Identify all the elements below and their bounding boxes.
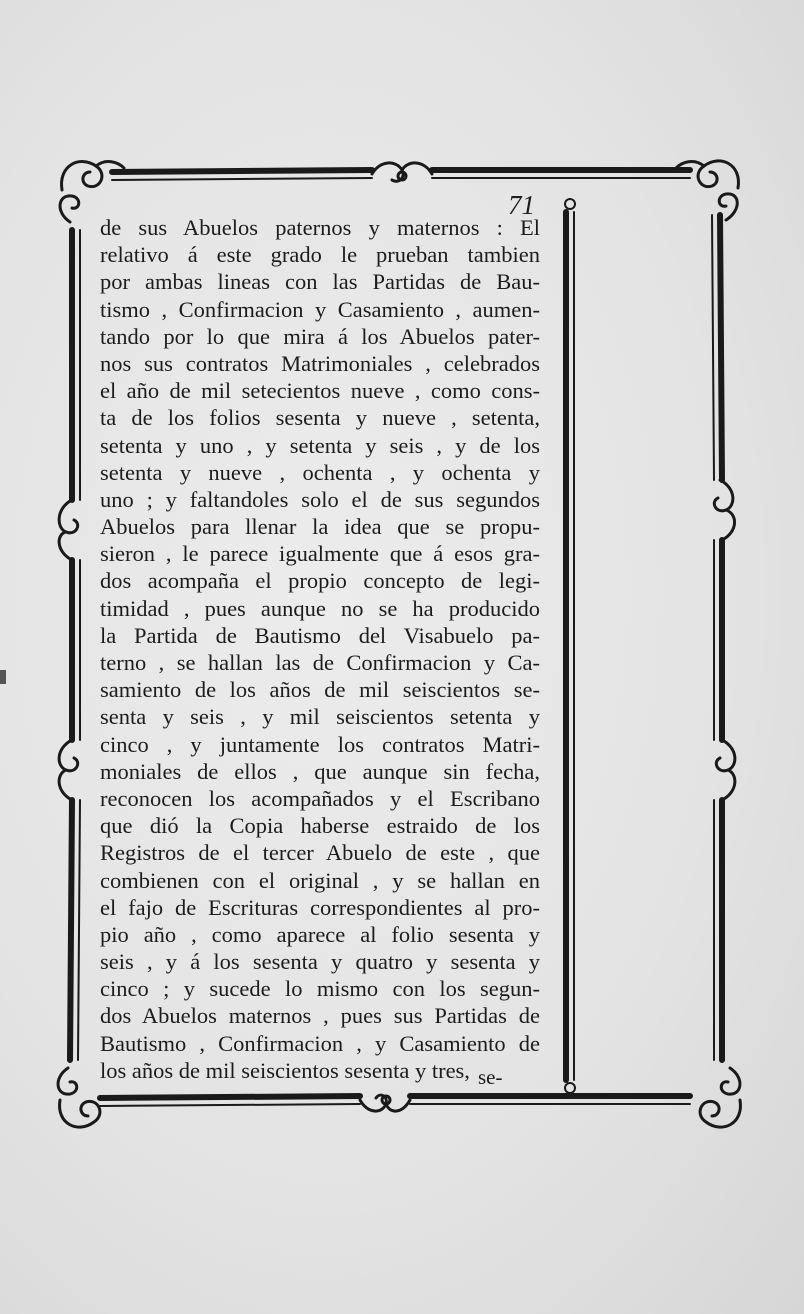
text-line: senta y seis , y mil seiscientos setenta y (100, 704, 540, 730)
text-line: cinco , y juntamente los contratos Matri- (100, 731, 540, 757)
bottom-center-ornament (360, 1095, 410, 1111)
text-line: por ambas lineas con las Partidas de Bau- (100, 269, 540, 295)
text-line: moniales de ellos , que aunque sin fecha, (100, 758, 540, 784)
text-line: reconocen los acompañados y el Escribano (100, 785, 540, 811)
text-line: la Partida de Bautismo del Visabuelo pa- (100, 622, 540, 648)
text-line: setenta y uno , y setenta y seis , y de los (100, 432, 540, 458)
text-line: dos Abuelos maternos , pues sus Partidas de (100, 1003, 540, 1029)
text-line: el año de mil setecientos nueve , como cons- (100, 378, 540, 404)
border-bottom-rule (100, 1096, 690, 1098)
text-line: terno , se hallan las de Confirmacion y Ca- (100, 650, 540, 675)
text-line: setenta y nueve , ochenta , y ochenta y (100, 459, 540, 485)
top-center-ornament (372, 163, 432, 181)
text-line: ta de los folios sesenta y nueve , setenta, (100, 405, 540, 431)
text-line: samiento de los años de mil seiscientos se- (100, 677, 540, 703)
text-line: tismo , Confirmacion y Casamiento , aumen- (100, 296, 540, 322)
text-line: que dió la Copia haberse estraido de los (100, 813, 540, 839)
text-line: cinco ; y sucede lo mismo con los segun- (100, 976, 540, 1002)
text-line: sieron , le parece igualmente que á esos gra- (100, 541, 540, 567)
text-line: timidad , pues aunque no se ha producido (100, 595, 540, 621)
text-line: combienen con el original , y se hallan en (100, 867, 540, 893)
text-line: los años de mil seiscientos sesenta y tres, (100, 1057, 470, 1083)
page-number: 71 (508, 190, 535, 220)
text-line: tando por lo que mira á los Abuelos pater- (100, 323, 540, 349)
border-right-rule (720, 215, 722, 1060)
text-line: dos acompaña el propio concepto de legi- (100, 568, 540, 594)
body-text (100, 214, 540, 1084)
text-line: seis , y á los sesenta y quatro y sesenta y (100, 949, 540, 975)
border-left-rule (70, 230, 72, 1060)
text-line: de sus Abuelos paternos y maternos : El (100, 215, 540, 240)
text-line: el fajo de Escrituras correspondientes al pro- (100, 894, 540, 920)
text-line: uno ; y faltandoles solo el de sus segundos (100, 486, 540, 512)
corner-ornament-bottom-right (700, 1068, 740, 1127)
corner-ornament-bottom-left (58, 1068, 100, 1127)
text-line: Bautismo , Confirmacion , y Casamiento de (100, 1030, 540, 1056)
text-line: Abuelos para llenar la idea que se propu- (100, 514, 540, 540)
text-line: Registros de el tercer Abuelo de este , que (100, 840, 540, 866)
text-line: pio año , como aparece al folio sesenta y (100, 921, 540, 947)
catchword: se- (478, 1065, 503, 1089)
text-line: relativo á este grado le prueban tambien (100, 242, 540, 268)
text-line: nos sus contratos Matrimoniales , celebrados (100, 350, 540, 376)
